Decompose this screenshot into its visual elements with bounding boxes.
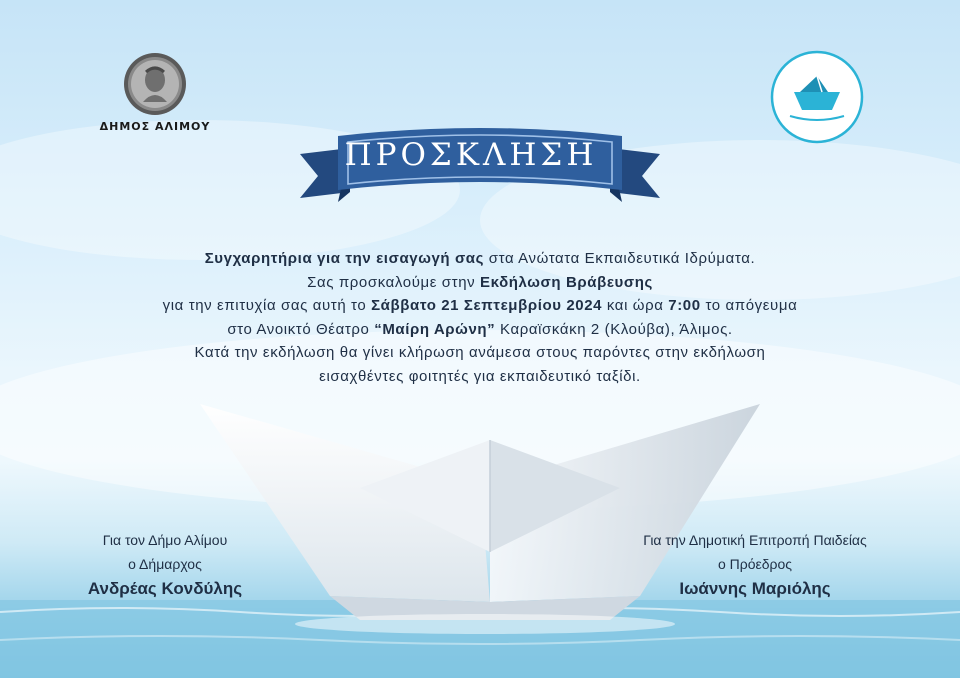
event-time: 7:00: [668, 297, 701, 314]
line3-mid: και ώρα: [602, 297, 669, 314]
signature-mayor: [40, 528, 290, 602]
signature-president-name: Ιωάννης Μαριόλης: [679, 579, 831, 598]
municipality-name: ΔΗΜΟΣ ΑΛΙΜΟΥ: [99, 120, 211, 133]
signature-mayor-title: ο Δήμαρχος: [128, 556, 202, 572]
signature-president-org: Για την Δημοτική Επιτροπή Παιδείας: [643, 532, 867, 548]
message-line-1: [100, 247, 860, 271]
line4-text: στο Ανοικτό Θέατρο: [227, 320, 375, 338]
line3-text: για την επιτυχία σας αυτή το: [162, 297, 372, 314]
message-line-6: εισαχθέντες φοιτητές για εκπαιδευτικό ταξίδι.: [319, 367, 641, 385]
line3-post: το απόγευμα: [700, 297, 798, 314]
signature-mayor-org: Για τον Δήμο Αλίμου: [102, 532, 228, 548]
event-venue: “Μαίρη Αρώνη”: [374, 320, 496, 338]
signature-president-title: ο Πρόεδρος: [717, 556, 793, 572]
line1-text: στα Ανώτατα Εκπαιδευτικά Ιδρύματα.: [484, 250, 756, 267]
invitation-title: ΠΡΟΣΚΛΗΣΗ: [344, 137, 598, 173]
event-date: Σάββατο 21 Σεπτεμβρίου 2024: [371, 297, 603, 314]
line2-text: Σας προσκαλούμε στην: [307, 273, 480, 291]
message-line-3: [100, 294, 860, 318]
coin-emblem-icon: [123, 52, 187, 116]
education-committee-logo: [770, 50, 864, 144]
message-line-5: Κατά την εκδήλωση θα γίνει κλήρωση ανάμεσα στους παρόντες στην εκδήλωση: [194, 344, 766, 361]
event-name: Εκδήλωση Βράβευσης: [480, 273, 653, 291]
venue-address: Καραϊσκάκη 2 (Κλούβα), Άλιμος.: [495, 320, 733, 338]
signature-president: [600, 528, 910, 602]
invitation-message: [100, 247, 860, 388]
paper-boat-illustration: [190, 392, 770, 642]
municipality-logo: [95, 52, 215, 133]
paper-boat-logo-icon: [770, 50, 864, 144]
message-line-4: [100, 318, 860, 342]
congrats-bold: Συγχαρητήρια για την εισαγωγή σας: [204, 250, 485, 267]
signature-mayor-name: Ανδρέας Κονδύλης: [87, 579, 243, 598]
message-line-2: [100, 271, 860, 295]
